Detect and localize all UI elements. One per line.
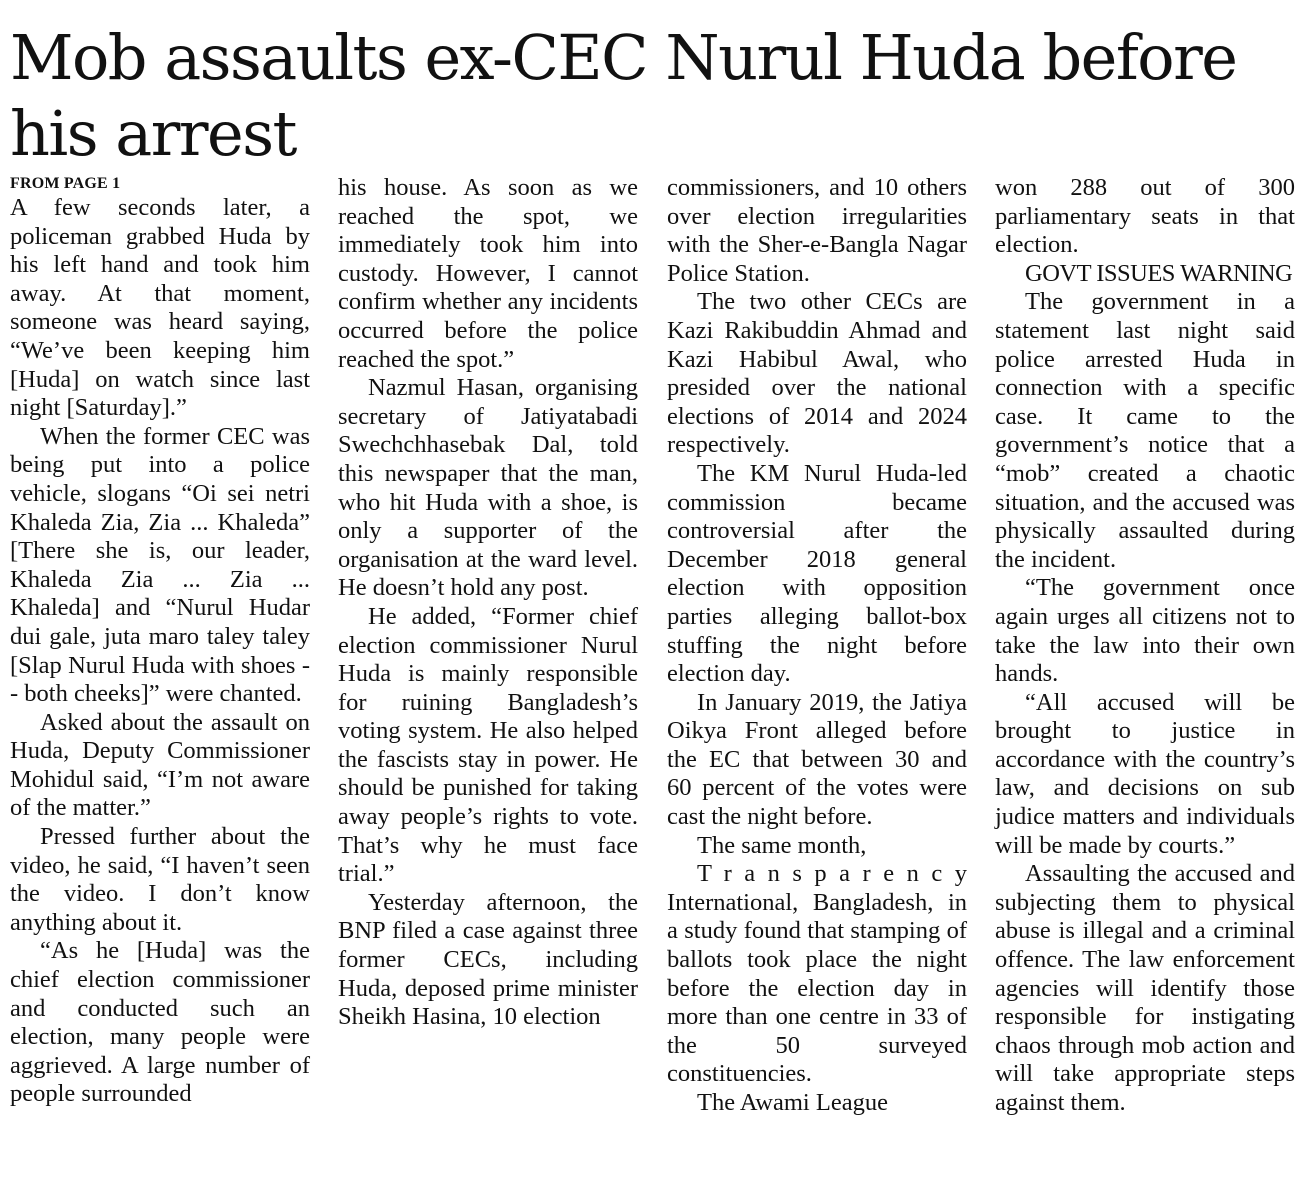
paragraph: When the former CEC was being put into a police vehicle, slogans “Oi sei netri Khaleda Zia, Zia ... Khaleda” [There she is, our leader, Khaleda Zia ... Zia ... Khaleda] and “Nurul Hudar dui gale, juta maro taley taley [Slap Nurul Huda with shoes -- both cheeks]” were chanted. [10,422,310,708]
paragraph: The same month, [697,831,867,859]
paragraph: In January 2019, the Jatiya Oikya Front alleged before the EC that between 30 and 60 percent of the votes were cast the night before. [667,688,967,831]
paragraph: Yesterday afternoon, the BNP filed a case against three former CECs, including Huda, deposed prime minister Sheikh Hasina, 10 election [338,888,638,1031]
paragraph: “As he [Huda] was the chief election commissioner and conducted such an election, many people were aggrieved. A large number of people surrounded [10,937,310,1108]
paragraph-line: Transparency [697,860,980,888]
article-column-3 [667,174,980,1118]
paragraph: A few seconds later, a policeman grabbed Huda by his left hand and took him away. At that moment, someone was heard saying, “We’ve been keeping him [Huda] on watch since last night [Saturday].” [10,194,310,422]
paragraph: won 288 out of 300 parliamentary seats in that election. [995,174,1295,259]
paragraph: The two other CECs are Kazi Rakibuddin Ahmad and Kazi Habibul Awal, who presided over the national elections of 2014 and 2024 respectively. [667,288,967,459]
paragraph: “The government once again urges all citizens not to take the law into their own hands. [995,574,1295,688]
section-subhead: GOVT ISSUES WARNING [1025,259,1293,287]
paragraph: The government in a statement last night said police arrested Huda in connection with a specific case. It came to the government’s notice that a “mob” created a chaotic situation, and the accused was physically assaulted during the incident. [995,288,1295,573]
paragraph: his house. As soon as we reached the spot, we immediately took him into custody. However, I cannot confirm whether any incidents occurred before the police reached the spot.” [338,174,638,373]
paragraph: The Awami League [697,1089,888,1116]
paragraph: Pressed further about the video, he said, “I haven’t seen the video. I don’t know anything about it. [10,823,310,936]
paragraph: Nazmul Hasan, organising secretary of Jatiyatabadi Swechchhasebak Dal, told this newspaper that the man, who hit Huda with a shoe, is only a supporter of the organisation at the ward level. He doesn’t hold any post. [338,374,638,602]
headline: Mob assaults ex-CEC Nurul Huda before his arrest [10,21,1237,170]
continuation-kicker: FROM PAGE 1 [10,175,121,192]
paragraph: “All accused will be brought to justice in accordance with the country’s law, and decisions on sub judice matters and individuals will be made by courts.” [995,688,1295,859]
article-column-1 [10,174,310,1109]
article-column-4 [995,174,1295,1118]
paragraph: commissioners, and 10 others over election irregularities with the Sher-e-Bangla Nagar Police Station. [667,174,967,287]
paragraph-continuation: International, Bangladesh, in a study found that stamping of ballots took place the night before the election day in more than one centre in 33 of the 50 surveyed constituencies. [667,888,967,1088]
paragraph: The KM Nurul Huda-led commission became controversial after the December 2018 general election with opposition parties alleging ballot-box stuffing the night before election day. [667,459,967,688]
paragraph: Assaulting the accused and subjecting them to physical abuse is illegal and a criminal offence. The law enforcement agencies will identify those responsible for instigating chaos through mob action and will take appropriate steps against them. [995,860,1295,1116]
paragraph: Asked about the assault on Huda, Deputy Commissioner Mohidul said, “I’m not aware of the matter.” [10,708,310,822]
article-column-2 [338,174,638,1032]
paragraph: He added, “Former chief election commissioner Nurul Huda is mainly responsible for ruining Bangladesh’s voting system. He also helped the fascists stay in power. He should be punished for taking away people’s rights to vote. That’s why he must face trial.” [338,602,638,888]
